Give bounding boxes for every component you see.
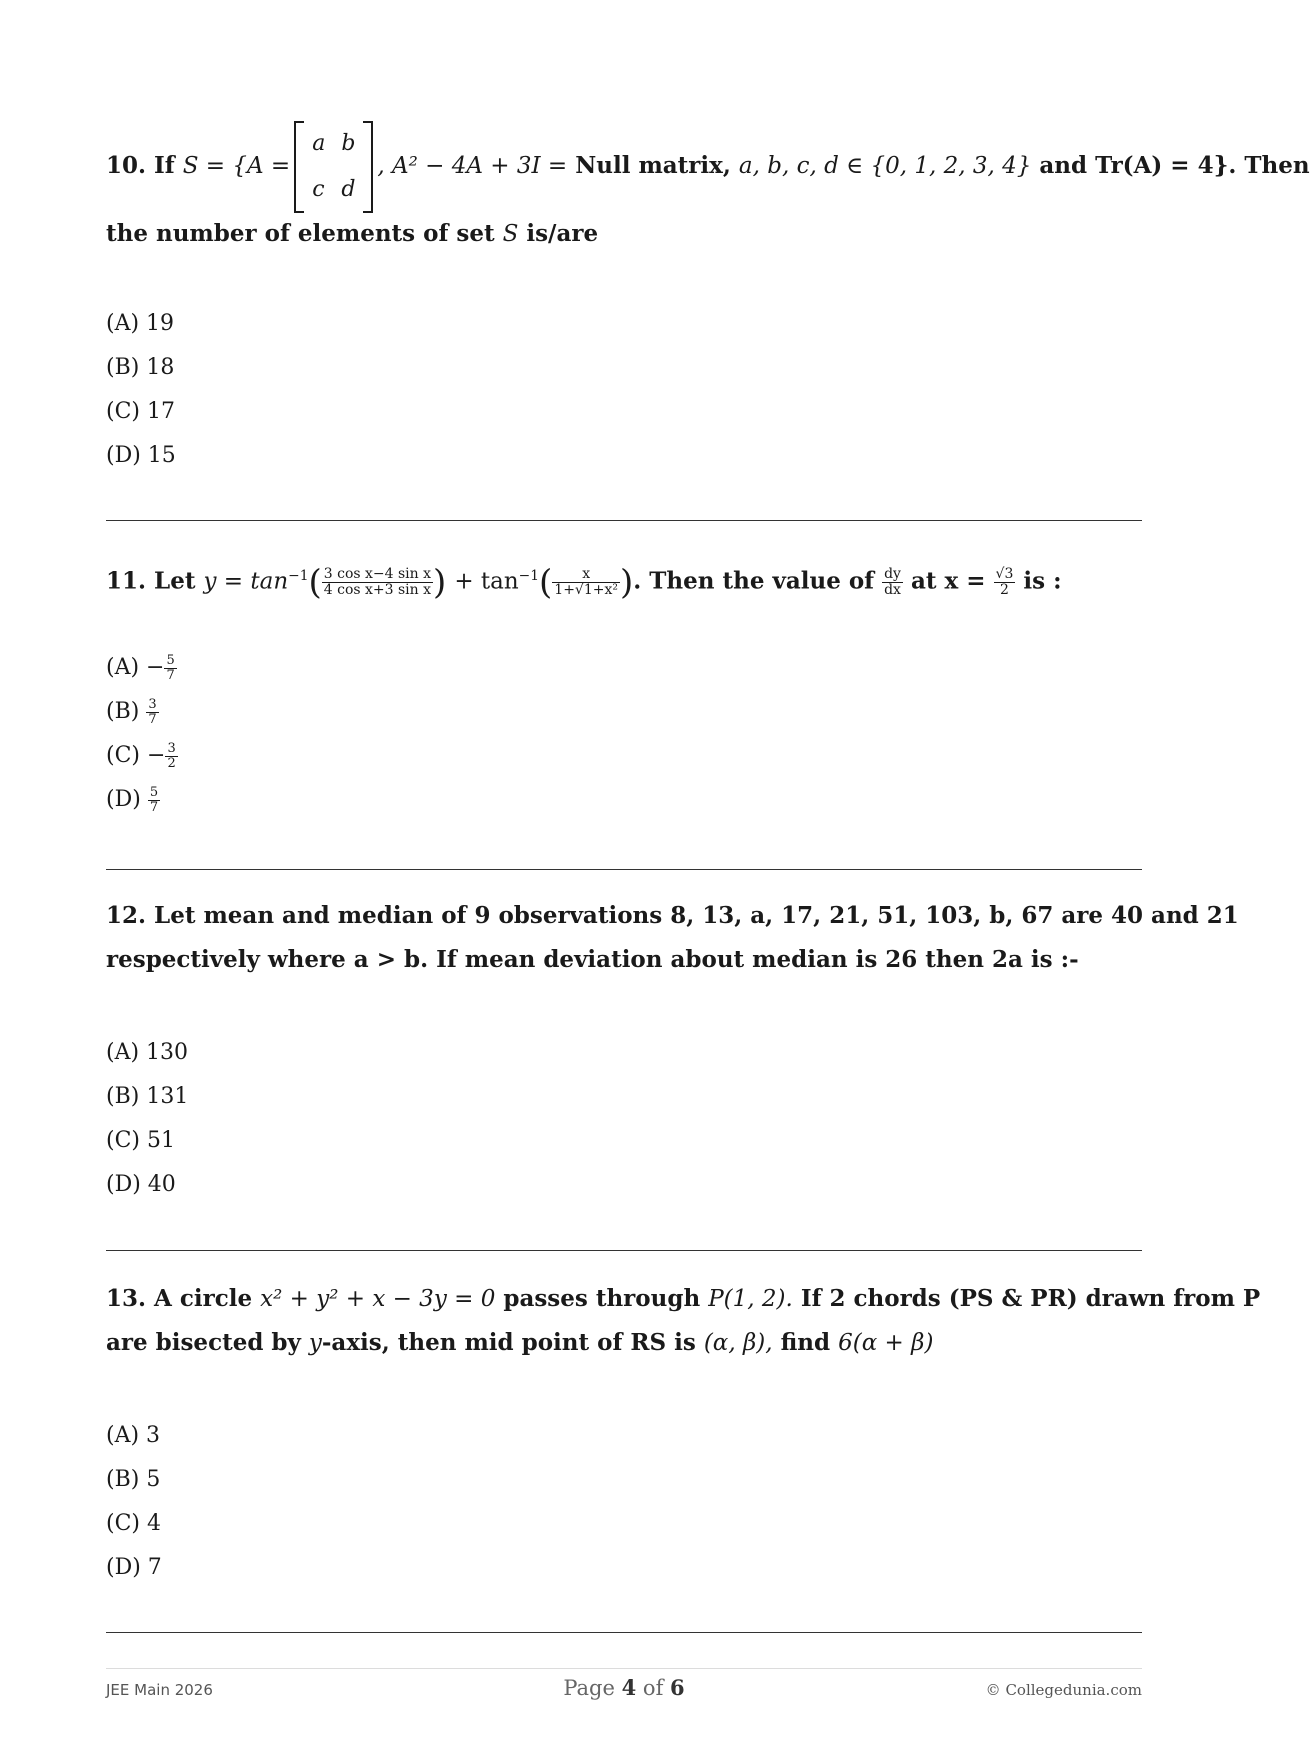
divider	[106, 1250, 1142, 1251]
divider	[106, 520, 1142, 521]
q13-p6: find	[780, 1329, 831, 1356]
q10-set-def: S = {A =	[182, 153, 291, 179]
q10-vars: a, b, c, d ∈ {0, 1, 2, 3, 4}	[738, 153, 1032, 179]
q11-option-a[interactable]: (A) − $\frac{5}{7}$	[106, 652, 175, 683]
q11-options	[106, 646, 178, 822]
matrix-c: c	[312, 177, 325, 202]
q13-equation: x² + y² + x − 3y = 0	[260, 1286, 496, 1312]
q10-matrix	[294, 121, 373, 213]
q12-line1: 12. Let mean and median of 9 observations 8, 13, a, 17, 21, 51, 103, b, 67 are 40 and 21	[106, 902, 1239, 929]
page-footer	[106, 1668, 1142, 1713]
q13-p2: passes through	[503, 1285, 701, 1312]
matrix-b: b	[341, 131, 356, 156]
q13-p5: -axis, then mid point of RS is	[321, 1329, 696, 1356]
q13-option-a[interactable]: (A) 3	[106, 1423, 161, 1448]
question-12	[106, 894, 1239, 982]
q11-inv-2: −1	[518, 568, 540, 584]
q11-then: . Then the value of	[633, 567, 875, 595]
q10-option-d[interactable]: (D) 15	[106, 443, 176, 468]
q11-derivative: $\frac{dy}{dx}$	[884, 566, 901, 599]
footer-exam-name: JEE Main 2026	[106, 1681, 213, 1699]
q13-p1: 13. A circle	[106, 1285, 253, 1312]
q11-frac1: $\frac{\text{3 cos x−4 sin x}}{\text{4 cos x+3 sin x}}$	[323, 566, 432, 599]
q11-y-eq: y = tan	[203, 568, 289, 595]
q12-option-c[interactable]: (C) 51	[106, 1128, 175, 1153]
divider	[106, 869, 1142, 870]
q13-expr: 6(α + β)	[838, 1330, 934, 1356]
q13-option-c[interactable]: (C) 4	[106, 1511, 161, 1536]
q11-option-c[interactable]: (C) − $\frac{3}{2}$	[106, 740, 176, 771]
q13-p4: are bisected by	[106, 1329, 301, 1356]
q11-root3-over-2: $\frac{√3}{2}$	[995, 566, 1014, 599]
q12-option-b[interactable]: (B) 131	[106, 1084, 189, 1109]
q10-if: If	[154, 152, 175, 179]
q10-line2s: S	[502, 221, 519, 247]
q10-number: 10.	[106, 152, 147, 179]
divider	[106, 1632, 1142, 1633]
q11-at-x: at x =	[910, 567, 986, 595]
question-11: 11. Let $y = \tan^{-1}$( $\frac{\text{3 cos x−4 sin x}}{\text{4 cos x+3 sin x}}$ ) + $\tan^{-1}$( $\frac{x}{\text{1+√1+x²}}$ ). Then the value of $\frac{dy}{dx}$ at x = $\frac{√3}{2}$ is :	[106, 562, 1062, 603]
footer-copyright: © Collegedunia.com	[985, 1681, 1142, 1699]
q11-plus-tan: + tan	[454, 568, 519, 595]
q11-option-d[interactable]: (D) $\frac{5}{7}$	[106, 784, 159, 815]
q10-option-a[interactable]: (A) 19	[106, 311, 175, 336]
q11-frac2: $\frac{x}{\text{1+√1+x²}}$	[554, 566, 618, 599]
q10-line2b: is/are	[526, 220, 599, 247]
q13-y: y	[308, 1330, 322, 1356]
q11-number: 11.	[106, 567, 147, 595]
q10-option-c[interactable]: (C) 17	[106, 399, 175, 424]
question-10	[106, 118, 1310, 256]
q12-options	[106, 1031, 188, 1207]
page-number: Page 4 of 6	[563, 1675, 685, 1700]
q10-line2a: the number of elements of set	[106, 220, 495, 247]
q12-line2: respectively where a > b. If mean deviation about median is 26 then 2a is :-	[106, 946, 1079, 973]
q10-null-matrix: Null matrix,	[575, 152, 731, 179]
matrix-d: d	[341, 177, 356, 202]
matrix-a: a	[312, 131, 326, 156]
q10-trace: and Tr(A) = 4}. Then	[1039, 152, 1310, 179]
q11-option-b[interactable]: (B) $\frac{3}{7}$	[106, 696, 157, 727]
q13-options	[106, 1414, 162, 1590]
q13-option-b[interactable]: (B) 5	[106, 1467, 161, 1492]
q13-option-d[interactable]: (D) 7	[106, 1555, 162, 1580]
q10-condition: , A² − 4A + 3I =	[377, 153, 568, 179]
q13-point: P(1, 2).	[708, 1286, 793, 1312]
q11-let: Let	[154, 567, 196, 595]
q12-option-d[interactable]: (D) 40	[106, 1172, 176, 1197]
q11-is: is :	[1023, 567, 1062, 595]
q13-alpha-beta: (α, β),	[703, 1330, 773, 1356]
q13-p3: If 2 chords (PS & PR) drawn from P	[800, 1285, 1261, 1312]
q10-options	[106, 302, 176, 478]
question-13	[106, 1277, 1261, 1365]
q11-inv-1: −1	[288, 568, 309, 584]
q10-option-b[interactable]: (B) 18	[106, 355, 175, 380]
q12-option-a[interactable]: (A) 130	[106, 1040, 189, 1065]
